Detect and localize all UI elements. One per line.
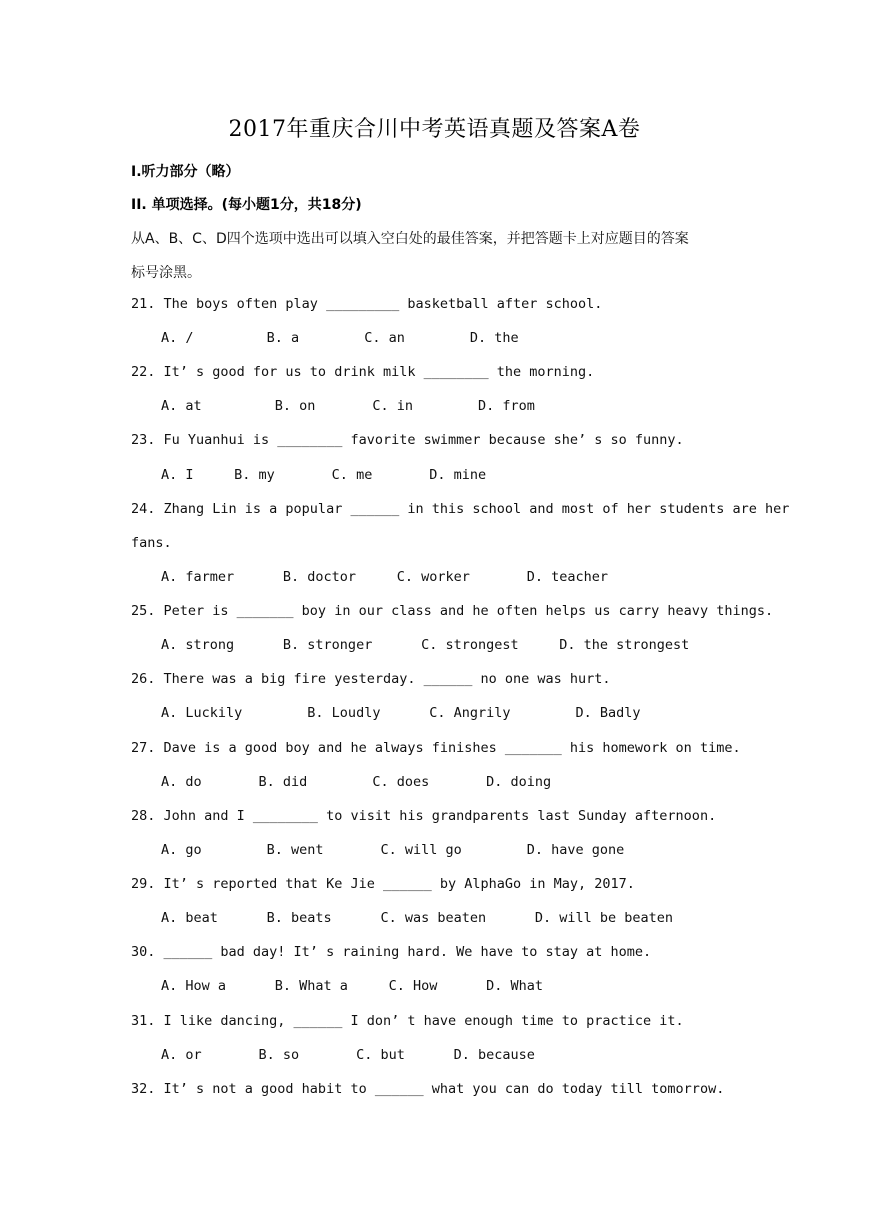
options-21: A. / B. a C. an D. the bbox=[161, 330, 519, 346]
options-31: A. or B. so C. but D. because bbox=[161, 1047, 535, 1063]
question-31: 31. I like dancing, ______ I don’ t have enough time to practice it. bbox=[131, 1013, 684, 1029]
page-title: 2017年重庆合川中考英语真题及答案A卷 bbox=[228, 117, 641, 142]
question-21: 21. The boys often play _________ basketball after school. bbox=[131, 296, 603, 312]
options-25: A. strong B. stronger C. strongest D. the strongest bbox=[161, 637, 690, 653]
question-30: 30. ______ bad day! It’ s raining hard. We have to stay at home. bbox=[131, 944, 652, 960]
options-29: A. beat B. beats C. was beaten D. will be beaten bbox=[161, 910, 674, 926]
options-23: A. I B. my C. me D. mine bbox=[161, 467, 487, 483]
question-25: 25. Peter is _______ boy in our class and he often helps us carry heavy things. bbox=[131, 603, 774, 619]
question-22: 22. It’ s good for us to drink milk ________ the morning. bbox=[131, 364, 595, 380]
question-23: 23. Fu Yuanhui is ________ favorite swimmer because she’ s so funny. bbox=[131, 432, 684, 448]
question-24: 24. Zhang Lin is a popular ______ in this school and most of her students are her bbox=[131, 501, 790, 517]
section-multiple-choice-heading: II. 单项选择。(每小题1分，共18分) bbox=[131, 197, 362, 213]
question-27: 27. Dave is a good boy and he always finishes _______ his homework on time. bbox=[131, 740, 741, 756]
section-listening-heading: I.听力部分（略） bbox=[131, 164, 240, 180]
question-26: 26. There was a big fire yesterday. ______ no one was hurt. bbox=[131, 671, 611, 687]
options-28: A. go B. went C. will go D. have gone bbox=[161, 842, 625, 858]
question-32: 32. It’ s not a good habit to ______ what you can do today till tomorrow. bbox=[131, 1081, 725, 1097]
options-24: A. farmer B. doctor C. worker D. teacher bbox=[161, 569, 609, 585]
options-26: A. Luckily B. Loudly C. Angrily D. Badly bbox=[161, 705, 641, 721]
question-24-continuation: fans. bbox=[131, 535, 172, 551]
options-22: A. at B. on C. in D. from bbox=[161, 398, 535, 414]
question-28: 28. John and I ________ to visit his grandparents last Sunday afternoon. bbox=[131, 808, 717, 824]
question-29: 29. It’ s reported that Ke Jie ______ by AlphaGo in May, 2017. bbox=[131, 876, 635, 892]
instructions-line-2: 标号涂黑。 bbox=[131, 265, 201, 281]
options-30: A. How a B. What a C. How D. What bbox=[161, 978, 544, 994]
options-27: A. do B. did C. does D. doing bbox=[161, 774, 552, 790]
instructions-line-1: 从A、B、C、D四个选项中选出可以填入空白处的最佳答案，并把答题卡上对应题目的答案 bbox=[131, 231, 689, 247]
